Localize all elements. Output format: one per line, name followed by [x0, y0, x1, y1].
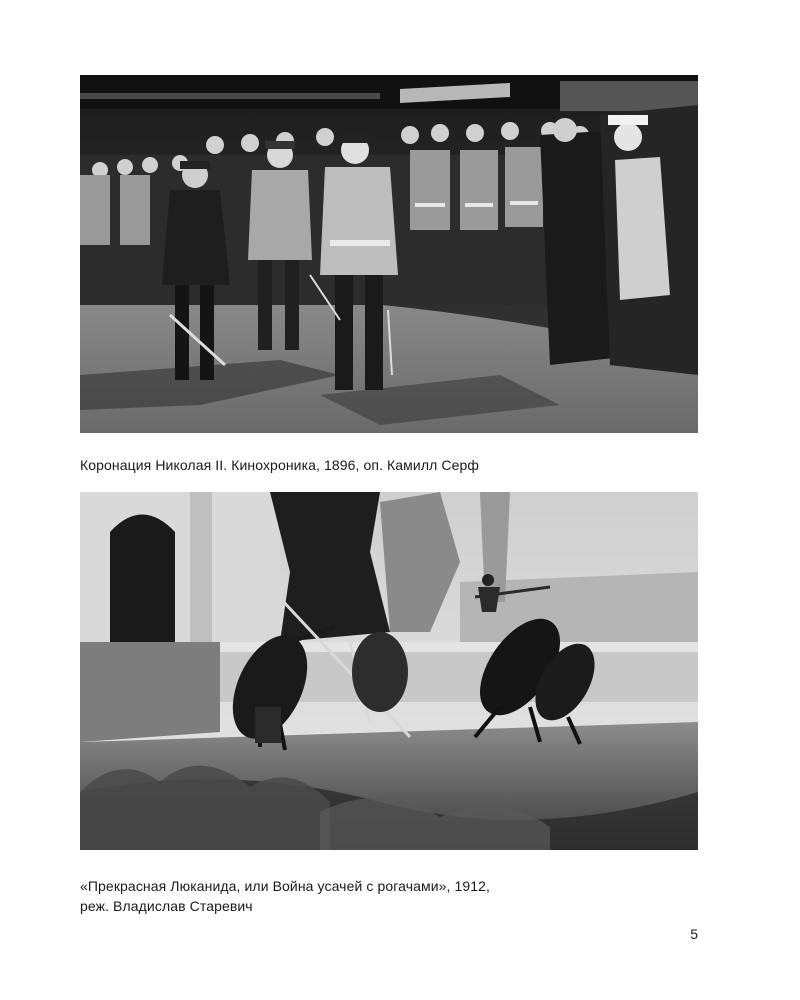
- lucanida-photo-drawing: [80, 492, 698, 850]
- caption-line-title: «Прекрасная Люканида, или Война усачей с рогачами», 1912,: [80, 878, 491, 894]
- photo-caption-coronation: Коронация Николая II. Кинохроника, 1896, оп. Камилл Серф: [80, 457, 479, 473]
- photo-caption-lucanida: [80, 876, 700, 916]
- coronation-newsreel-photo: [80, 75, 698, 433]
- coronation-photo-drawing: [80, 75, 698, 433]
- caption-line-director: реж. Владислав Старевич: [80, 898, 253, 914]
- lucanida-film-still-photo: [80, 492, 698, 850]
- page-number: 5: [690, 926, 698, 942]
